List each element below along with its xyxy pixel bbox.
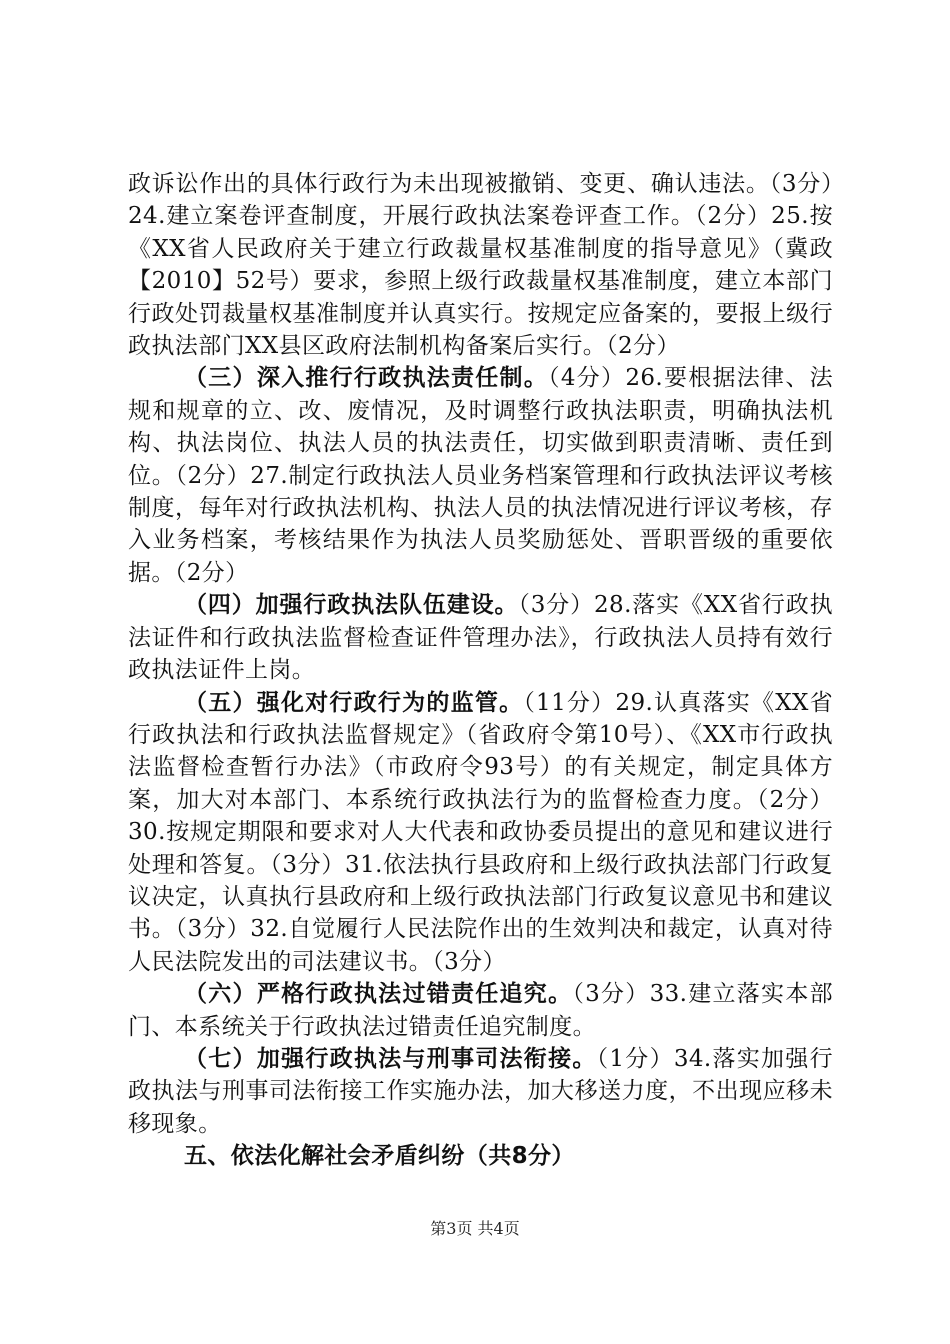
- paragraph-text: （3分）28.落实《XX省行政执法证件和行政执法监督检查证件管理办法》，行政执法人员持有效行政执法证件上岗。: [128, 592, 834, 684]
- paragraph-text: （1分）34.落实加强行政执法与刑事司法衔接工作实施办法，加大移送力度，不出现应移未移现象。: [128, 1045, 833, 1137]
- paragraph-section-5: [128, 687, 833, 979]
- section-heading: 五、依法化解社会矛盾纠纷（共8分）: [184, 1143, 575, 1170]
- paragraph-continuation: [128, 168, 833, 362]
- paragraph-text: （4分）26.要根据法律、法规和规章的立、改、废情况，及时调整行政执法职责，明确执法机构、执法岗位、执法人员的执法责任，切实做到职责清晰、责任到位。（2分）27.制定行政执法人员业务档案管理和行政执法评议考核制度，每年对行政执法机构、执法人员的执法情况进行评议考核，存入业务档案，考核结果作为执法人员奖励惩处、晋职晋级的重要依据。（2分）: [128, 365, 834, 586]
- paragraph-section-6: [128, 978, 833, 1043]
- paragraph-section-4: [128, 589, 833, 686]
- paragraph-heading: （六）严格行政执法过错责任追究。: [184, 981, 573, 1008]
- paragraph-heading: （三）深入推行行政执法责任制。: [184, 365, 549, 392]
- paragraph-text: （3分）33.建立落实本部门、本系统关于行政执法过错责任追究制度。: [128, 981, 833, 1040]
- paragraph-section-7: [128, 1043, 833, 1140]
- page-footer: 第3页 共4页: [430, 1219, 520, 1238]
- paragraph-heading: （五）强化对行政行为的监管。: [184, 689, 524, 716]
- paragraph-text: 政诉讼作出的具体行政行为未出现被撤销、变更、确认违法。（3分）24.建立案卷评查制度，开展行政执法案卷评查工作。（2分）25.按《XX省人民政府关于建立行政裁量权基准制度的指导意见》（冀政【2010】52号）要求，参照上级行政裁量权基准制度，建立本部门行政处罚裁量权基准制度并认真实行。按规定应备案的，要报上级行政执法部门XX县区政府法制机构备案后实行。（2分）: [128, 171, 833, 360]
- paragraph-heading: （四）加强行政执法队伍建设。: [184, 592, 519, 619]
- paragraph-text: （11分）29.认真落实《XX省行政执法和行政执法监督规定》（省政府令第10号）、《XX市行政执法监督检查暂行办法》（市政府令93号）的有关规定，制定具体方案，加大对本部门、本系统行政执法行为的监督检查力度。（2分）30.按规定期限和要求对人大代表和政协委员提出的意见和建议进行处理和答复。（3分）31.依法执行县政府和上级行政执法部门行政复议决定，认真执行县政府和上级行政执法部门行政复议意见书和建议书。（3分）32.自觉履行人民法院作出的生效判决和裁定，认真对待人民法院发出的司法建议书。（3分）: [128, 689, 833, 975]
- document-body: [128, 168, 833, 1173]
- paragraph-section-3: [128, 362, 833, 589]
- paragraph-heading: （七）加强行政执法与刑事司法衔接。: [184, 1045, 597, 1072]
